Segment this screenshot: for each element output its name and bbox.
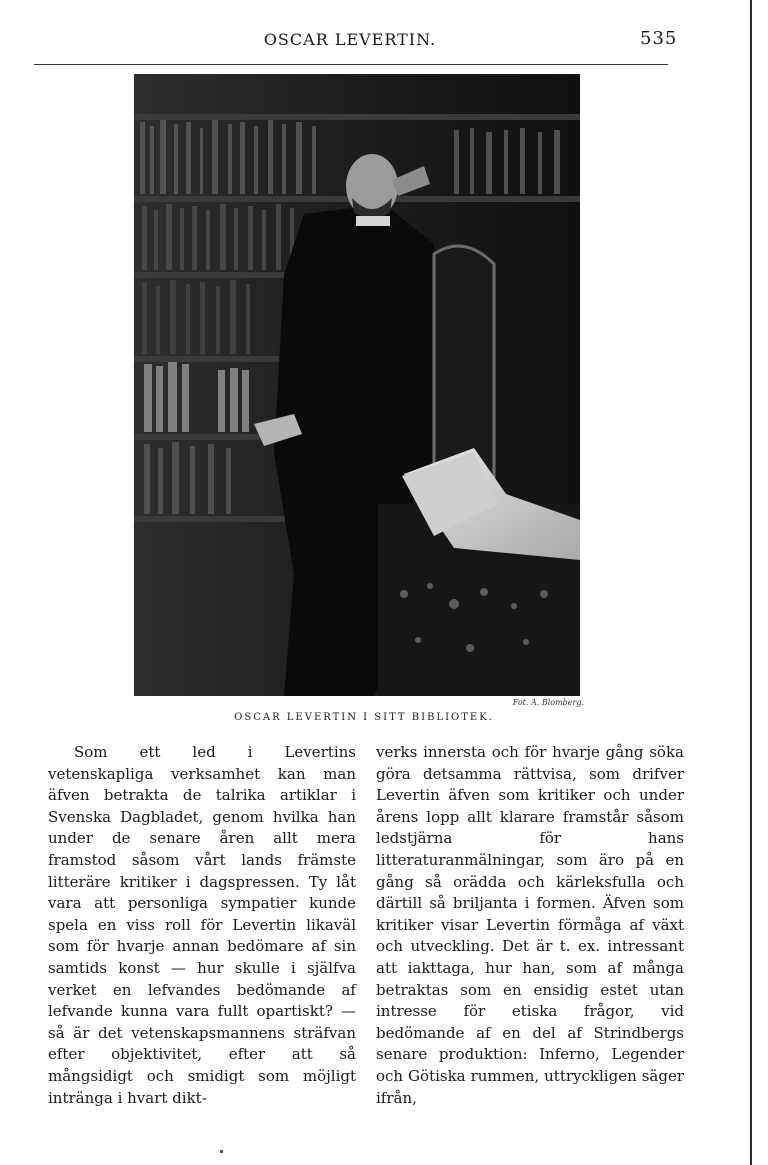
page-number: 535 — [640, 28, 678, 49]
figure-caption: OSCAR LEVERTIN I SITT BIBLIOTEK. — [234, 712, 494, 723]
running-header-title: OSCAR LEVERTIN. — [263, 30, 437, 49]
photo-illustration — [134, 74, 580, 696]
page-edge-line — [750, 0, 752, 1165]
portrait-photograph — [134, 74, 580, 696]
header-rule — [34, 64, 668, 65]
photo-credit: Fot. A. Blomberg. — [512, 698, 584, 707]
print-mark — [220, 1150, 223, 1153]
body-text-right-column: verks innersta och för hvarje gång söka göra detsamma rättvisa, som drifver Levertin äfven som kritiker och under årens lopp allt klarare framstår såsom ledstjärna för hans litteraturanmälningar, som äro på en gång så orädda och kärleksfulla och därtill så briljanta i formen. Äfven som kritiker visar Levertin förmåga af växt och utveckling. Det är t. ex. intressant att iakttaga, hur han, som af många betraktas som en ensidig estet utan intresse för etiska frågor, vid bedömande af en del af Strindbergs senare produktion: Inferno, Legender och Götiska rummen, uttryckligen säger ifrån, — [376, 743, 684, 1107]
body-text-left-column: Som ett led i Levertins vetenskapliga verksamhet kan man äfven betrakta de talrika artiklar i Svenska Dagbladet, genom hvilka han under de senare åren allt mera framstod såsom vårt lands främste litteräre kritiker i dagspressen. Ty låt vara att personliga sympatier kunde spela en viss roll för Levertin likaväl som för hvarje annan bedömare af sin samtids konst — hur skulle i själfva verket en lefvandes bedömande af lefvande kunna vara fullt opartiskt? — så är det vetenskapsmannens sträfvan efter objektivitet, efter att så mångsidigt och smidigt som möjligt intränga i hvart dikt- — [48, 743, 356, 1107]
